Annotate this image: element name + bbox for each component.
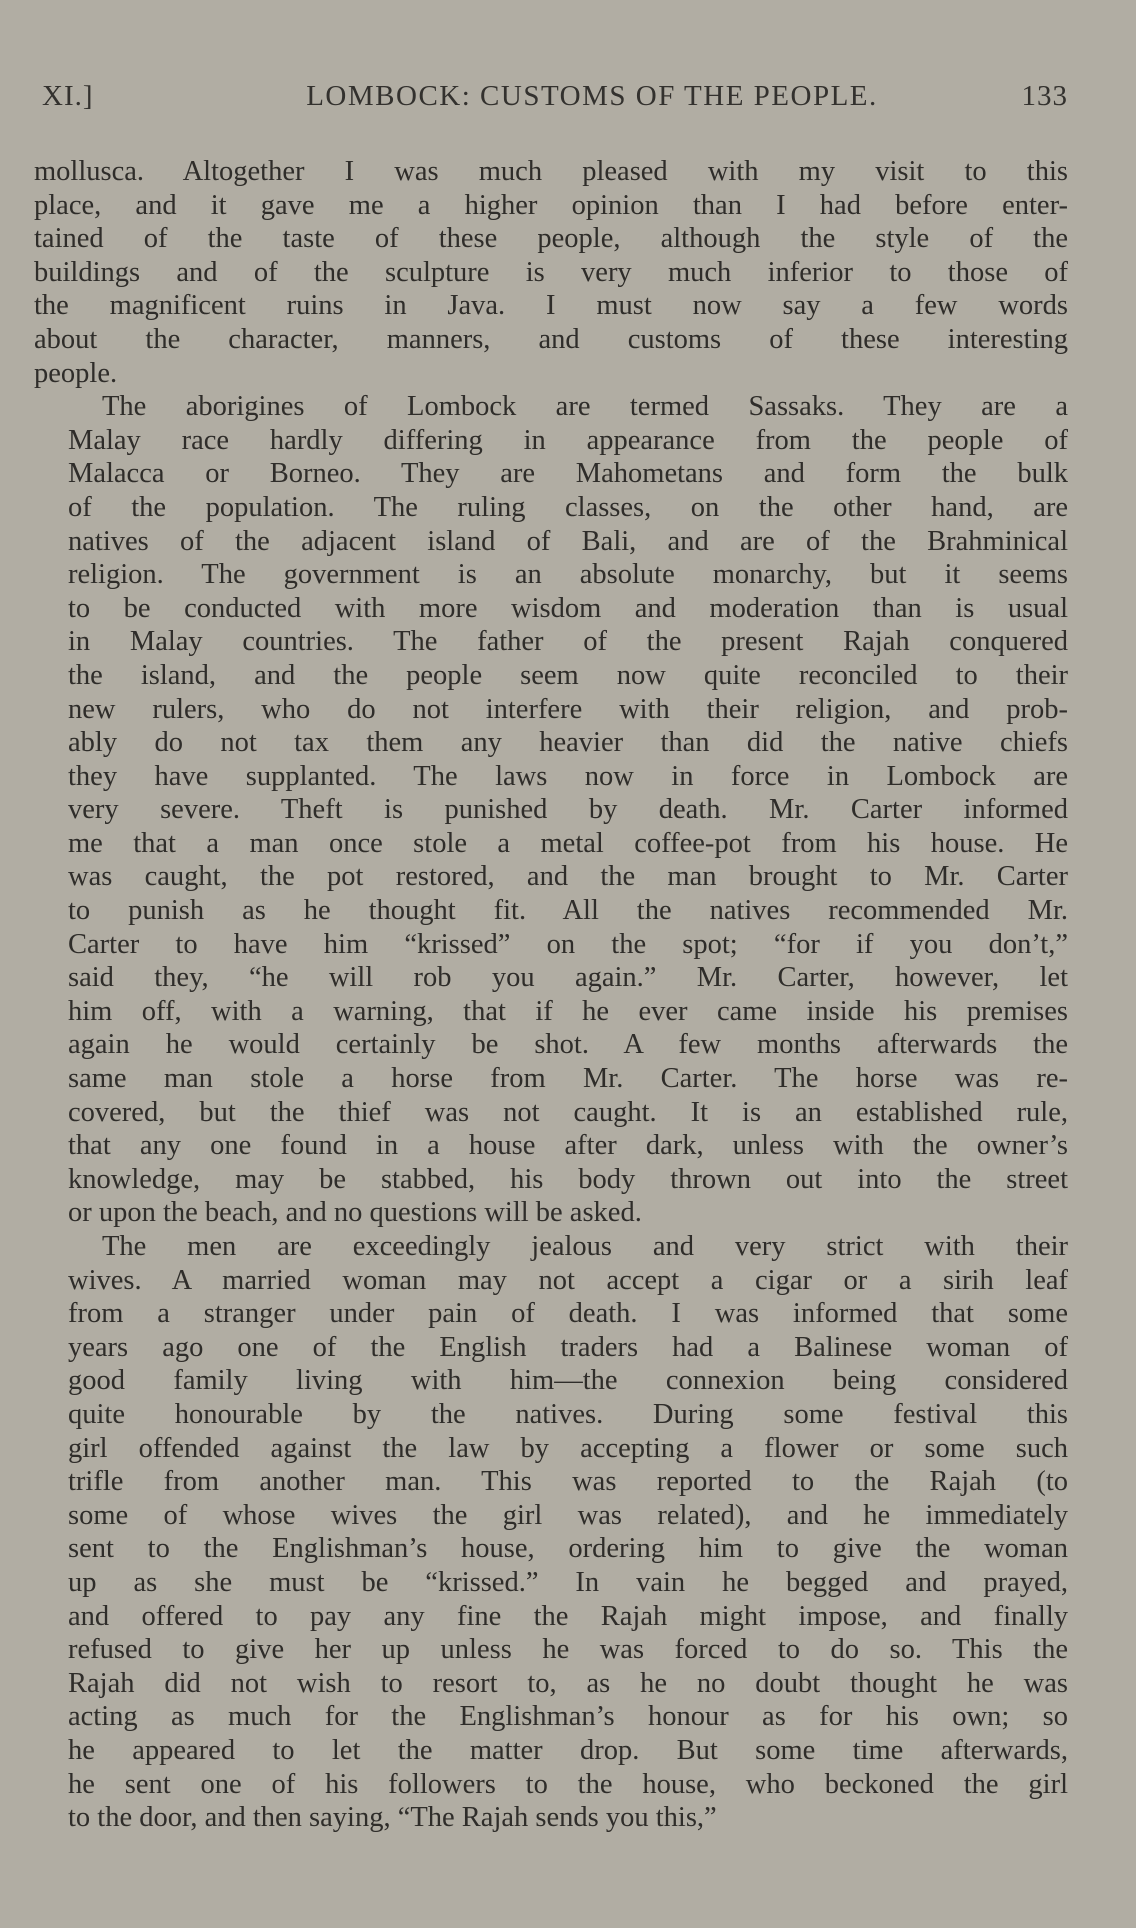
text-line: to punish as he thought fit. All the natives recommended Mr. [68, 895, 1068, 927]
page-number: 133 [1021, 80, 1068, 112]
text-line: good family living with him—the connexion being considered [68, 1365, 1068, 1397]
text-line: tained of the taste of these people, although the style of the [34, 223, 1068, 255]
text-line: sent to the Englishman’s house, ordering him to give the woman [68, 1533, 1068, 1565]
text-line: years ago one of the English traders had a Balinese woman of [68, 1331, 1068, 1363]
text-line: mollusca. Altogether I was much pleased with my visit to this [34, 156, 1068, 187]
text-line: Malay race hardly differing in appearance from the people of [68, 424, 1068, 456]
text-line: girl offended against the law by accepting a flower or some such [68, 1432, 1068, 1464]
text-line: knowledge, may be stabbed, his body thrown out into the street [68, 1163, 1068, 1195]
text-line: again he would certainly be shot. A few months afterwards the [68, 1029, 1068, 1061]
text-line: to be conducted with more wisdom and moderation than is usual [68, 592, 1068, 624]
text-line: place, and it gave me a higher opinion than I had before enter- [34, 189, 1068, 221]
text-line: was caught, the pot restored, and the man brought to Mr. Carter [68, 861, 1068, 893]
text-line: acting as much for the Englishman’s honour as for his own; so [68, 1701, 1068, 1733]
text-line: that any one found in a house after dark, unless with the owner’s [68, 1130, 1068, 1162]
text-line: me that a man once stole a metal coffee-pot from his house. He [68, 827, 1068, 859]
text-line: of the population. The ruling classes, on the other hand, are [68, 491, 1068, 523]
text-line: religion. The government is an absolute monarchy, but it seems [68, 559, 1068, 591]
text-line: Rajah did not wish to resort to, as he no doubt thought he was [68, 1667, 1068, 1699]
text-line: about the character, manners, and customs of these interesting [34, 323, 1068, 355]
text-line: natives of the adjacent island of Bali, and are of the Brahminical [68, 525, 1068, 557]
text-line: the magnificent ruins in Java. I must now say a few words [34, 290, 1068, 322]
text-line: people. [34, 357, 118, 389]
text-line: covered, but the thief was not caught. It is an established rule, [68, 1096, 1068, 1128]
text-line: to the door, and then saying, “The Rajah sends you this,” [68, 1802, 717, 1834]
text-line: wives. A married woman may not accept a cigar or a sirih leaf [68, 1264, 1068, 1296]
text-line: in Malay countries. The father of the present Rajah conquered [68, 626, 1068, 658]
text-line: Carter to have him “krissed” on the spot; “for if you don’t,” [68, 928, 1068, 960]
text-line: the island, and the people seem now quite reconciled to their [68, 659, 1068, 691]
text-line: from a stranger under pain of death. I was informed that some [68, 1298, 1068, 1330]
text-line: or upon the beach, and no questions will be asked. [68, 1197, 642, 1229]
text-line: quite honourable by the natives. During some festival this [68, 1398, 1068, 1430]
text-line: The men are exceedingly jealous and very strict with their [102, 1231, 1068, 1262]
text-line: new rulers, who do not interfere with their religion, and prob- [68, 693, 1068, 725]
text-line: some of whose wives the girl was related), and he immediately [68, 1499, 1068, 1531]
text-line: ably do not tax them any heavier than did the native chiefs [68, 727, 1068, 759]
chapter-marker: XI.] [42, 80, 94, 112]
paragraph [34, 390, 1068, 1230]
body-text [34, 155, 1068, 1835]
text-line: and offered to pay any fine the Rajah might impose, and finally [68, 1600, 1068, 1632]
text-line: he appeared to let the matter drop. But some time afterwards, [68, 1734, 1068, 1766]
text-line: trifle from another man. This was reported to the Rajah (to [68, 1466, 1068, 1498]
text-line: said they, “he will rob you again.” Mr. Carter, however, let [68, 962, 1068, 994]
text-line: same man stole a horse from Mr. Carter. The horse was re- [68, 1063, 1068, 1095]
text-line: very severe. Theft is punished by death. Mr. Carter informed [68, 794, 1068, 826]
text-line: The aborigines of Lombock are termed Sassaks. They are a [102, 391, 1068, 423]
text-line: refused to give her up unless he was forced to do so. This the [68, 1634, 1068, 1666]
paragraph [34, 1230, 1068, 1835]
text-line: him off, with a warning, that if he ever came inside his premises [68, 995, 1068, 1027]
text-line: they have supplanted. The laws now in force in Lombock are [68, 760, 1068, 792]
running-title: LOMBOCK: CUSTOMS OF THE PEOPLE. [306, 80, 878, 112]
paragraph [34, 155, 1068, 390]
text-line: up as she must be “krissed.” In vain he begged and prayed, [68, 1566, 1068, 1598]
text-line: he sent one of his followers to the house, who beckoned the girl [68, 1768, 1068, 1800]
text-line: buildings and of the sculpture is very much inferior to those of [34, 256, 1068, 288]
running-header [42, 80, 1068, 120]
text-line: Malacca or Borneo. They are Mahometans and form the bulk [68, 458, 1068, 490]
